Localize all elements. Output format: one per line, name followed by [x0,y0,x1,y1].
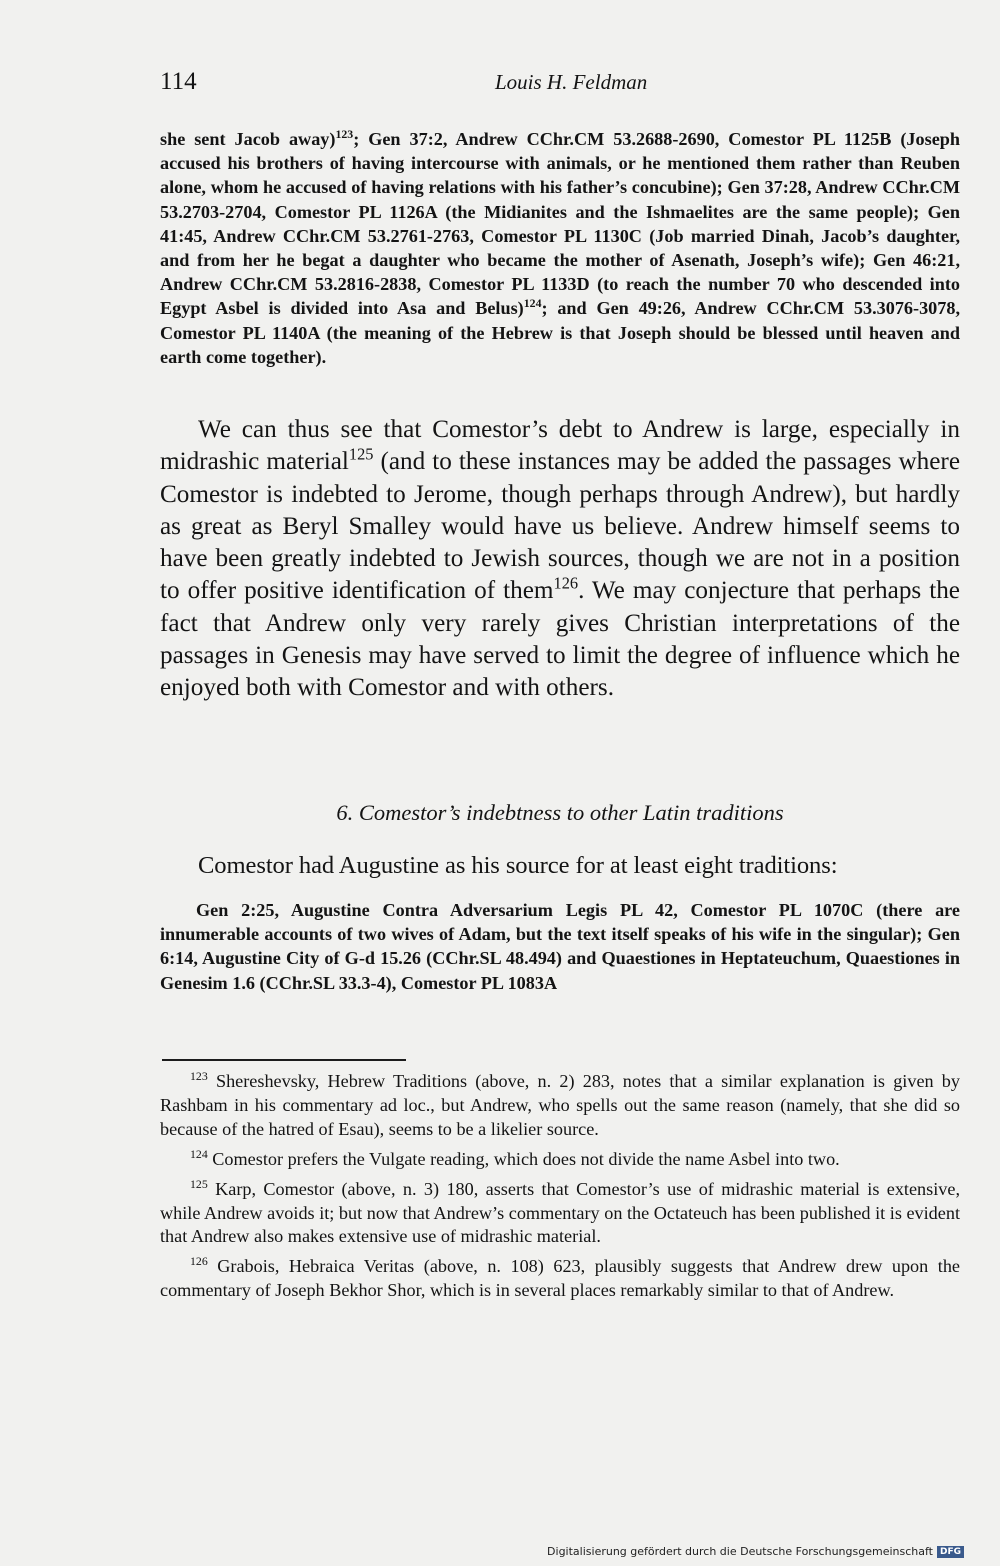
footnote-125 [160,1178,960,1250]
footnote-ref-123: 123 [335,126,354,141]
augustine-list: Gen 2:25, Augustine Contra Adversarium Legis PL 42, Comestor PL 1070C (there are innumerable accounts of two wives of Adam, but the text itself speaks of his wife in the singular); Gen 6:14, Augustine City of G-d 15.26 (CChr.SL 48.494) and Quaestiones in Heptateuchum, Quaestiones in Genesim 1.6 (CChr.SL 33.3-4), Comestor PL 1083A [160,900,960,993]
footnote-text: Comestor prefers the Vulgate reading, which does not divide the name Asbel into two. [207,1148,840,1169]
footnote-ref-126: 126 [553,574,579,594]
footnote-text: Shereshevsky, Hebrew Traditions (above, n. 2) 283, notes that a similar explanation is given by Rashbam in his commentary ad loc., but Andrew, who spells out the same reason (namely, that she did so because of the hatred of Esau), seems to be a likelier source. [160,1071,960,1139]
text-span: she sent Jacob away) [160,129,336,149]
footnotes [160,1070,960,1309]
footnote-text: Karp, Comestor (above, n. 3) 180, asserts that Comestor’s use of midrashic material is extensive, while Andrew avoids it; but now that Andrew’s commentary on the Octateuch has been published it is evident that Andrew also makes extensive use of midrashic material. [160,1178,960,1247]
intro-line: Comestor had Augustine as his source for at least eight traditions: [198,852,838,879]
digitization-note: Digitalisierung gefördert durch die Deutsche Forschungsgemeinschaft [547,1545,933,1558]
continued-note-block [160,127,960,369]
text-span: ; and Gen 49:26, Andrew CChr.CM 53.3076-3078, Comestor PL 1140A (the meaning of the Hebrew is that Joseph should be blessed until heaven and earth come together). [160,298,960,367]
dfg-logo-icon: DFG [937,1546,964,1558]
footnote-ref-124: 124 [523,296,542,311]
footnote-text: Grabois, Hebraica Veritas (above, n. 108) 623, plausibly suggests that Andrew drew upon the commentary of Joseph Bekhor Shor, which is in several places remarkably similar to that of Andrew. [160,1256,960,1301]
page-number: 114 [160,68,197,95]
text-span: (and to these instances may be added the passages where Comestor is indebted to Jerome, though perhaps through Andrew), but hardly as great as Beryl Smalley would have us believe. Andrew himself seems to have been greatly indebted to Jewish sources, though we are not in a position to offer positive identification of them [160,448,960,605]
continued-note-paragraph [160,127,960,369]
footnote-126 [160,1255,960,1303]
footnote-divider [162,1059,406,1061]
footnote-123 [160,1070,960,1142]
running-head: Louis H. Feldman [495,70,648,94]
footnote-number: 126 [190,1254,208,1269]
footnote-number: 123 [190,1068,208,1083]
page-header [160,68,956,104]
digitization-footer [547,1545,964,1558]
text-span: We can thus see that Comestor’s debt to Andrew is large, especially in midrashic material [160,416,960,476]
footnote-number: 125 [190,1176,208,1191]
main-paragraph [160,414,960,705]
main-paragraph-block [160,414,960,705]
text-span: ; Gen 37:2, Andrew CChr.CM 53.2688-2690, Comestor PL 1125B (Joseph accused his brothers of having intercourse with animals, or he mentioned them rather than Reuben alone, whom he accused of having relations with his father’s concubine); Gen 37:28, Andrew CChr.CM 53.2703-2704, Comestor PL 1126A (the Midianites and the Ishmaelites are the same people); Gen 41:45, Andrew CChr.CM 53.2761-2763, Comestor PL 1130C (Job married Dinah, Jacob’s daughter, and from her he begat a daughter who became the mother of Asenath, Joseph’s wife); Gen 46:21, Andrew CChr.CM 53.2816-2838, Comestor PL 1133D (to reach the number 70 who descended into Egypt Asbel is divided into Asa and Belus) [160,129,960,319]
section-heading: 6. Comestor’s indebtness to other Latin traditions [336,800,784,825]
text-span: . We may conjecture that perhaps the fact that Andrew only very rarely gives Christian interpretations of the passages in Genesis may have served to limit the degree of influence which he enjoyed both with Comestor and with others. [160,577,960,702]
footnote-124 [160,1148,960,1172]
augustine-list-block [160,898,960,995]
footnote-ref-125: 125 [348,444,374,464]
footnote-number: 124 [190,1146,208,1161]
